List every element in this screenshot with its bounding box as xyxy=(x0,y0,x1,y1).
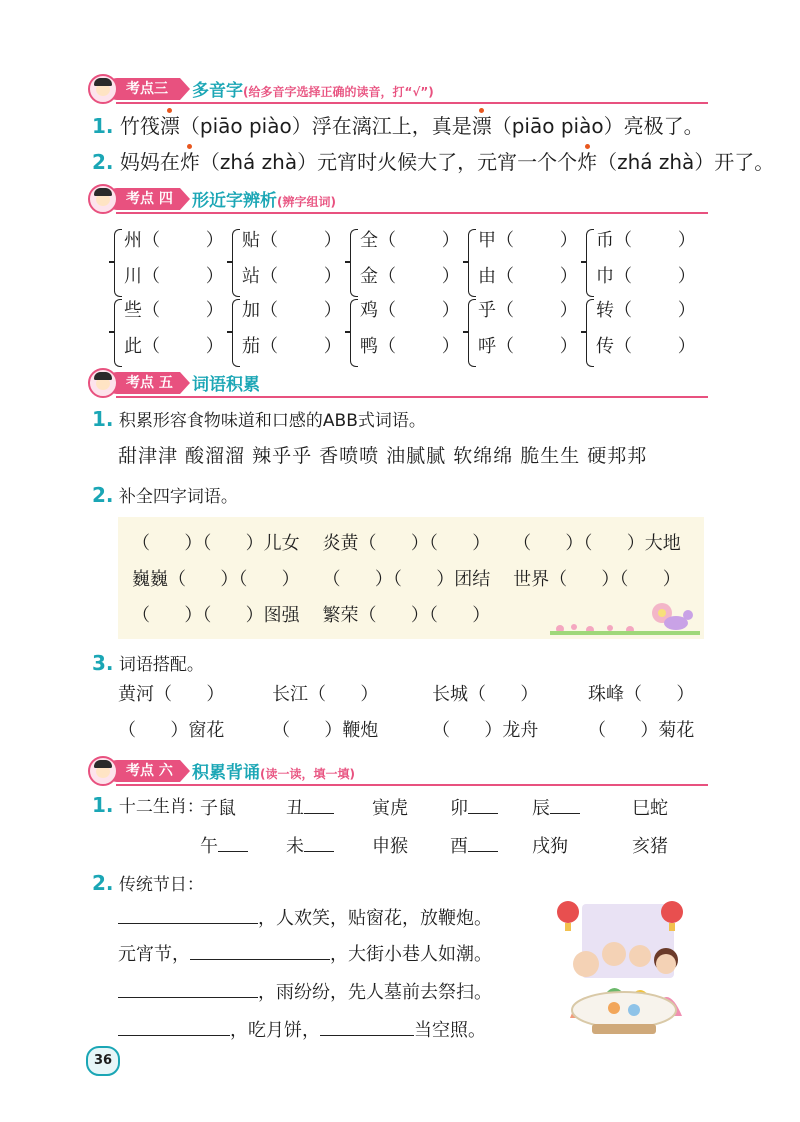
zodiac-item: 卯 xyxy=(450,794,498,820)
festival-line-1: ，人欢笑，贴窗花，放鞭炮。 xyxy=(118,904,492,930)
section-subtitle: (读一读，填一填) xyxy=(260,767,355,781)
mascot-icon xyxy=(88,756,118,786)
char-pair: 贴（ ） 站（ ） xyxy=(232,226,344,300)
zodiac-item: 巳蛇 xyxy=(632,798,668,819)
section-header-4 xyxy=(88,184,708,214)
q5-1-title: 1. 积累形容食物味道和口感的ABB式词语。 xyxy=(92,407,426,431)
section-badge: 考点 六 xyxy=(106,760,180,782)
zodiac-item: 亥猪 xyxy=(632,836,668,857)
section-title: 词语积累 xyxy=(192,375,260,395)
polyphone-q2: 2. 妈妈在炸（zhá zhà）元宵时火候大了，元宵一个个炸（zhá zhà）开了。 xyxy=(92,150,775,174)
match-item: 长城（ ） xyxy=(432,684,539,705)
festival-line-3: ，雨纷纷，先人墓前去祭扫。 xyxy=(118,978,492,1004)
section-header-5 xyxy=(88,368,708,398)
festival-line-4: ，吃月饼， 当空照。 xyxy=(118,1016,486,1042)
section-title: 形近字辨析 xyxy=(192,191,277,211)
q5-2-title: 2. 补全四字词语。 xyxy=(92,483,238,507)
idiom-row-2: 巍巍（ ）（ ） （ ）（ ）团结 世界（ ）（ ） xyxy=(132,569,681,590)
q6-2-title: 2. 传统节日： xyxy=(92,871,204,895)
match-item: （ ）龙舟 xyxy=(432,720,539,741)
match-item: （ ）菊花 xyxy=(588,720,695,741)
match-item: （ ）窗花 xyxy=(118,720,225,741)
zodiac-item: 寅虎 xyxy=(372,798,408,819)
section-header-6 xyxy=(88,756,708,786)
q5-3-title: 3. 词语搭配。 xyxy=(92,651,204,675)
match-item: （ ）鞭炮 xyxy=(272,720,379,741)
match-item: 珠峰（ ） xyxy=(588,684,695,705)
section-badge: 考点三 xyxy=(106,78,180,100)
page-number: 36 xyxy=(86,1046,120,1076)
char-pair: 乎（ ） 呼（ ） xyxy=(468,296,580,370)
section-header-3 xyxy=(88,74,708,104)
zodiac-item: 戌狗 xyxy=(532,836,568,857)
match-item: 长江（ ） xyxy=(272,684,379,705)
mascot-icon xyxy=(88,368,118,398)
zodiac-item: 申猴 xyxy=(372,836,408,857)
zodiac-item: 辰 xyxy=(532,794,580,820)
idiom-row-1: （ ）（ ）儿女 炎黄（ ）（ ） （ ）（ ）大地 xyxy=(132,533,681,554)
zodiac-item: 午 xyxy=(200,832,248,858)
section-badge: 考点 五 xyxy=(106,372,180,394)
char-pair: 全（ ） 金（ ） xyxy=(350,226,462,300)
char-pair: 些（ ） 此（ ） xyxy=(114,296,226,370)
zodiac-item: 丑 xyxy=(286,794,334,820)
zodiac-item: 酉 xyxy=(450,832,498,858)
zodiac-item: 子鼠 xyxy=(200,798,236,819)
section-subtitle: (给多音字选择正确的读音，打“√”) xyxy=(243,85,434,99)
festival-line-2: 元宵节， ，大街小巷人如潮。 xyxy=(118,944,492,965)
char-pair: 甲（ ） 由（ ） xyxy=(468,226,580,300)
polyphone-q1: 1. 竹筏漂（piāo piào）浮在漓江上，真是漂（piāo piào）亮极了。 xyxy=(92,114,704,138)
section-title: 多音字 xyxy=(192,81,243,101)
section-badge: 考点 四 xyxy=(106,188,180,210)
flowers-illustration xyxy=(550,587,700,637)
char-pair: 币（ ） 巾（ ） xyxy=(586,226,698,300)
char-pair: 鸡（ ） 鸭（ ） xyxy=(350,296,462,370)
char-pair: 转（ ） 传（ ） xyxy=(586,296,698,370)
idiom-row-3: （ ）（ ）图强 繁荣（ ）（ ） xyxy=(132,605,491,626)
zodiac-item: 未 xyxy=(286,832,334,858)
char-pair: 州（ ） 川（ ） xyxy=(114,226,226,300)
section-title: 积累背诵 xyxy=(192,763,260,783)
idiom-box xyxy=(118,517,704,639)
family-dinner-illustration xyxy=(548,898,688,1038)
match-item: 黄河（ ） xyxy=(118,684,225,705)
mascot-icon xyxy=(88,184,118,214)
section-subtitle: (辨字组词) xyxy=(277,195,336,209)
abb-words: 甜津津 酸溜溜 辣乎乎 香喷喷 油腻腻 软绵绵 脆生生 硬邦邦 xyxy=(118,445,648,467)
mascot-icon xyxy=(88,74,118,104)
char-pair: 加（ ） 茄（ ） xyxy=(232,296,344,370)
q6-1-title: 1. 十二生肖： xyxy=(92,793,204,817)
